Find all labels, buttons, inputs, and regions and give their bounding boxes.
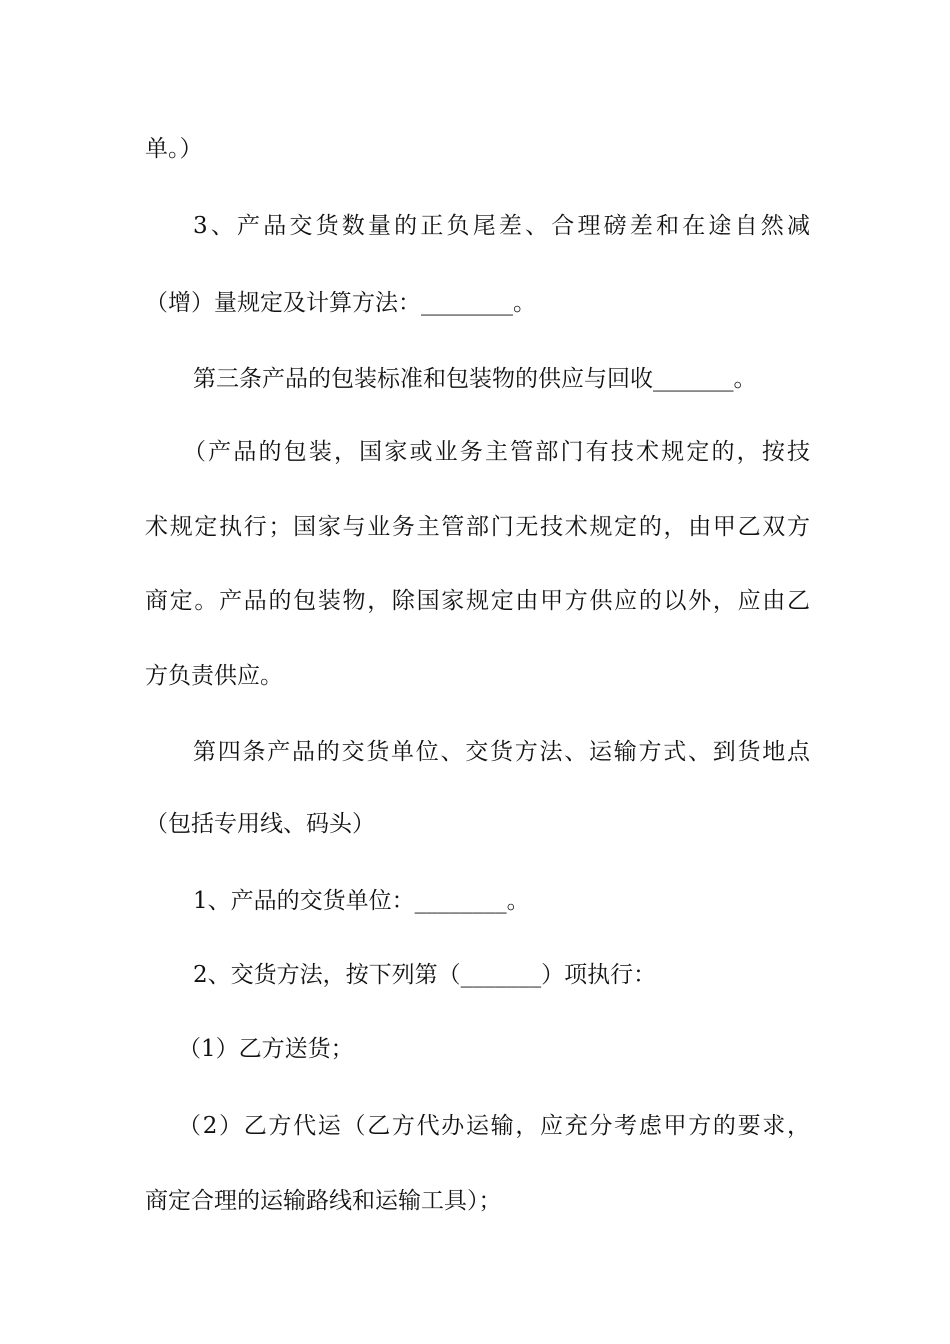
paragraph-line: 3、产品交货数量的正负尾差、合理磅差和在途自然减: [193, 213, 810, 239]
paragraph-line: 单。）: [145, 136, 203, 162]
paragraph-line: （1）乙方送货；: [178, 1036, 354, 1062]
paragraph-line: 第四条产品的交货单位、交货方法、运输方式、到货地点: [193, 739, 810, 765]
paragraph-line: 第三条产品的包装标准和包装物的供应与回收_______。: [193, 366, 757, 392]
paragraph-line: 2、交货方法，按下列第（_______）项执行：: [193, 962, 657, 988]
paragraph-line: （产品的包装，国家或业务主管部门有技术规定的，按技: [183, 439, 810, 465]
paragraph-line: 商定。产品的包装物，除国家规定由甲方供应的以外，应由乙: [145, 588, 810, 614]
paragraph-line: 1、产品的交货单位：________。: [193, 888, 530, 914]
paragraph-line: 方负责供应。: [145, 663, 283, 689]
paragraph-line: （包括专用线、码头）: [145, 811, 375, 837]
paragraph-line: （增）量规定及计算方法：________。: [145, 290, 536, 316]
paragraph-line: 术规定执行；国家与业务主管部门无技术规定的，由甲乙双方: [145, 514, 810, 540]
paragraph-line: （2）乙方代运（乙方代办运输，应充分考虑甲方的要求，: [178, 1113, 810, 1139]
paragraph-line: 商定合理的运输路线和运输工具）；: [145, 1188, 502, 1214]
